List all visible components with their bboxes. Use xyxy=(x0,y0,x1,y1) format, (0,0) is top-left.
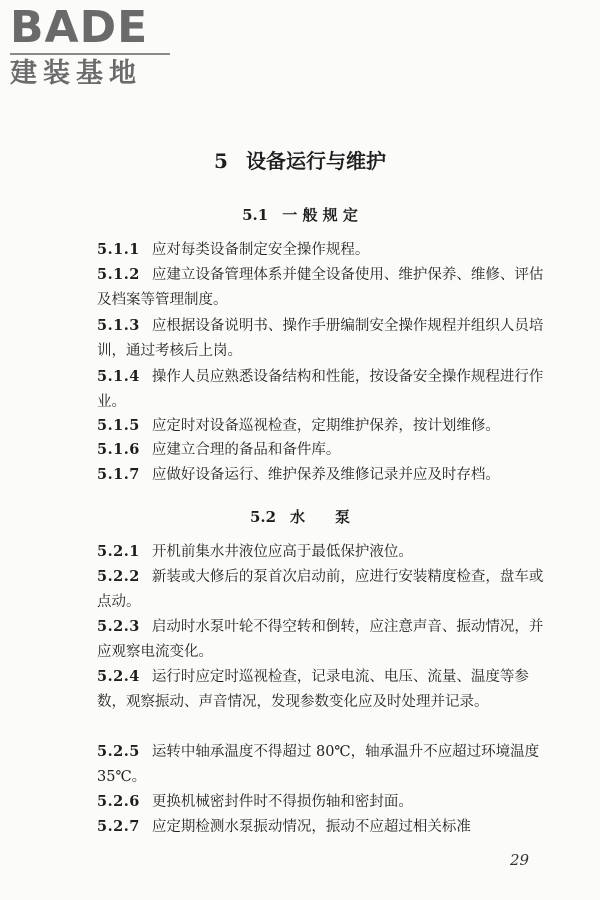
clause-number: 5.1.7 xyxy=(97,466,140,483)
clause-number: 5.2.4 xyxy=(97,668,140,685)
clause-text: 启动时水泵叶轮不得空转和倒转，应注意声音、振动情况，并应观察电流变化。 xyxy=(97,619,544,660)
logo-rule xyxy=(10,53,170,55)
chapter-number: 5 xyxy=(214,149,228,173)
chapter-title: 设备运行与维护 xyxy=(245,149,386,173)
clause-5-2-5 xyxy=(97,739,547,790)
clause-text: 应定时对设备巡视检查，定期维护保养，按计划维修。 xyxy=(151,418,500,434)
section-title: 一 般 规 定 xyxy=(282,206,358,224)
clause-number: 5.1.5 xyxy=(97,417,140,434)
clause-number: 5.2.5 xyxy=(97,743,140,760)
clause-text: 操作人员应熟悉设备结构和性能，按设备安全操作规程进行作业。 xyxy=(97,369,544,410)
clause-number: 5.2.2 xyxy=(97,568,140,585)
clause-5-2-3 xyxy=(97,614,547,665)
clause-5-2-2 xyxy=(97,564,547,615)
bade-logo xyxy=(10,4,180,91)
clause-5-2-1 xyxy=(97,539,547,565)
clause-text: 开机前集水井液位应高于最低保护液位。 xyxy=(151,544,413,560)
clause-text: 应做好设备运行、维护保养及维修记录并应及时存档。 xyxy=(151,467,500,483)
clause-5-1-1 xyxy=(97,237,547,263)
clause-text: 新装或大修后的泵首次启动前，应进行安装精度检查，盘车或点动。 xyxy=(97,569,544,610)
section-title: 水 泵 xyxy=(290,508,351,526)
clause-5-1-3 xyxy=(97,313,547,364)
page-number: 29 xyxy=(510,851,530,869)
clause-5-2-6 xyxy=(97,789,547,815)
clause-5-2-4 xyxy=(97,664,547,715)
clause-text: 应建立设备管理体系并健全设备使用、维护保养、维修、评估及档案等管理制度。 xyxy=(97,267,544,308)
clause-5-1-7 xyxy=(97,462,547,488)
clause-number: 5.1.1 xyxy=(97,241,140,258)
clause-text: 运行时应定时巡视检查，记录电流、电压、流量、温度等参数，观察振动、声音情况，发现参数变化应及时处理并记录。 xyxy=(97,669,529,710)
clause-5-1-2 xyxy=(97,262,547,313)
clause-number: 5.2.7 xyxy=(97,818,140,835)
clause-text: 应对每类设备制定安全操作规程。 xyxy=(151,242,370,258)
clause-5-1-4 xyxy=(97,364,547,415)
logo-wordmark: BADE xyxy=(10,2,149,53)
clause-number: 5.1.6 xyxy=(97,441,140,458)
clause-text: 应建立合理的备品和备件库。 xyxy=(151,442,341,458)
clause-number: 5.2.3 xyxy=(97,618,140,635)
clause-5-2-7 xyxy=(97,814,547,840)
section-number: 5.2 xyxy=(249,508,277,526)
chapter-heading xyxy=(0,147,600,175)
clause-text: 更换机械密封件时不得损伤轴和密封面。 xyxy=(151,794,413,810)
section-heading-5-1 xyxy=(0,204,600,226)
clause-number: 5.1.2 xyxy=(97,266,140,283)
clause-5-1-5 xyxy=(97,413,547,439)
clause-text: 运转中轴承温度不得超过 80℃，轴承温升不应超过环境温度 35℃。 xyxy=(97,744,540,785)
logo-chinese-name: 建装基地 xyxy=(10,58,142,89)
clause-number: 5.2.1 xyxy=(97,543,140,560)
clause-number: 5.1.3 xyxy=(97,317,140,334)
section-number: 5.1 xyxy=(242,206,269,224)
clause-text: 应定期检测水泵振动情况，振动不应超过相关标准 xyxy=(151,819,471,835)
clause-number: 5.1.4 xyxy=(97,368,140,385)
clause-5-1-6 xyxy=(97,437,547,463)
clause-text: 应根据设备说明书、操作手册编制安全操作规程并组织人员培训，通过考核后上岗。 xyxy=(97,318,544,359)
clause-number: 5.2.6 xyxy=(97,793,140,810)
section-heading-5-2 xyxy=(0,506,600,528)
